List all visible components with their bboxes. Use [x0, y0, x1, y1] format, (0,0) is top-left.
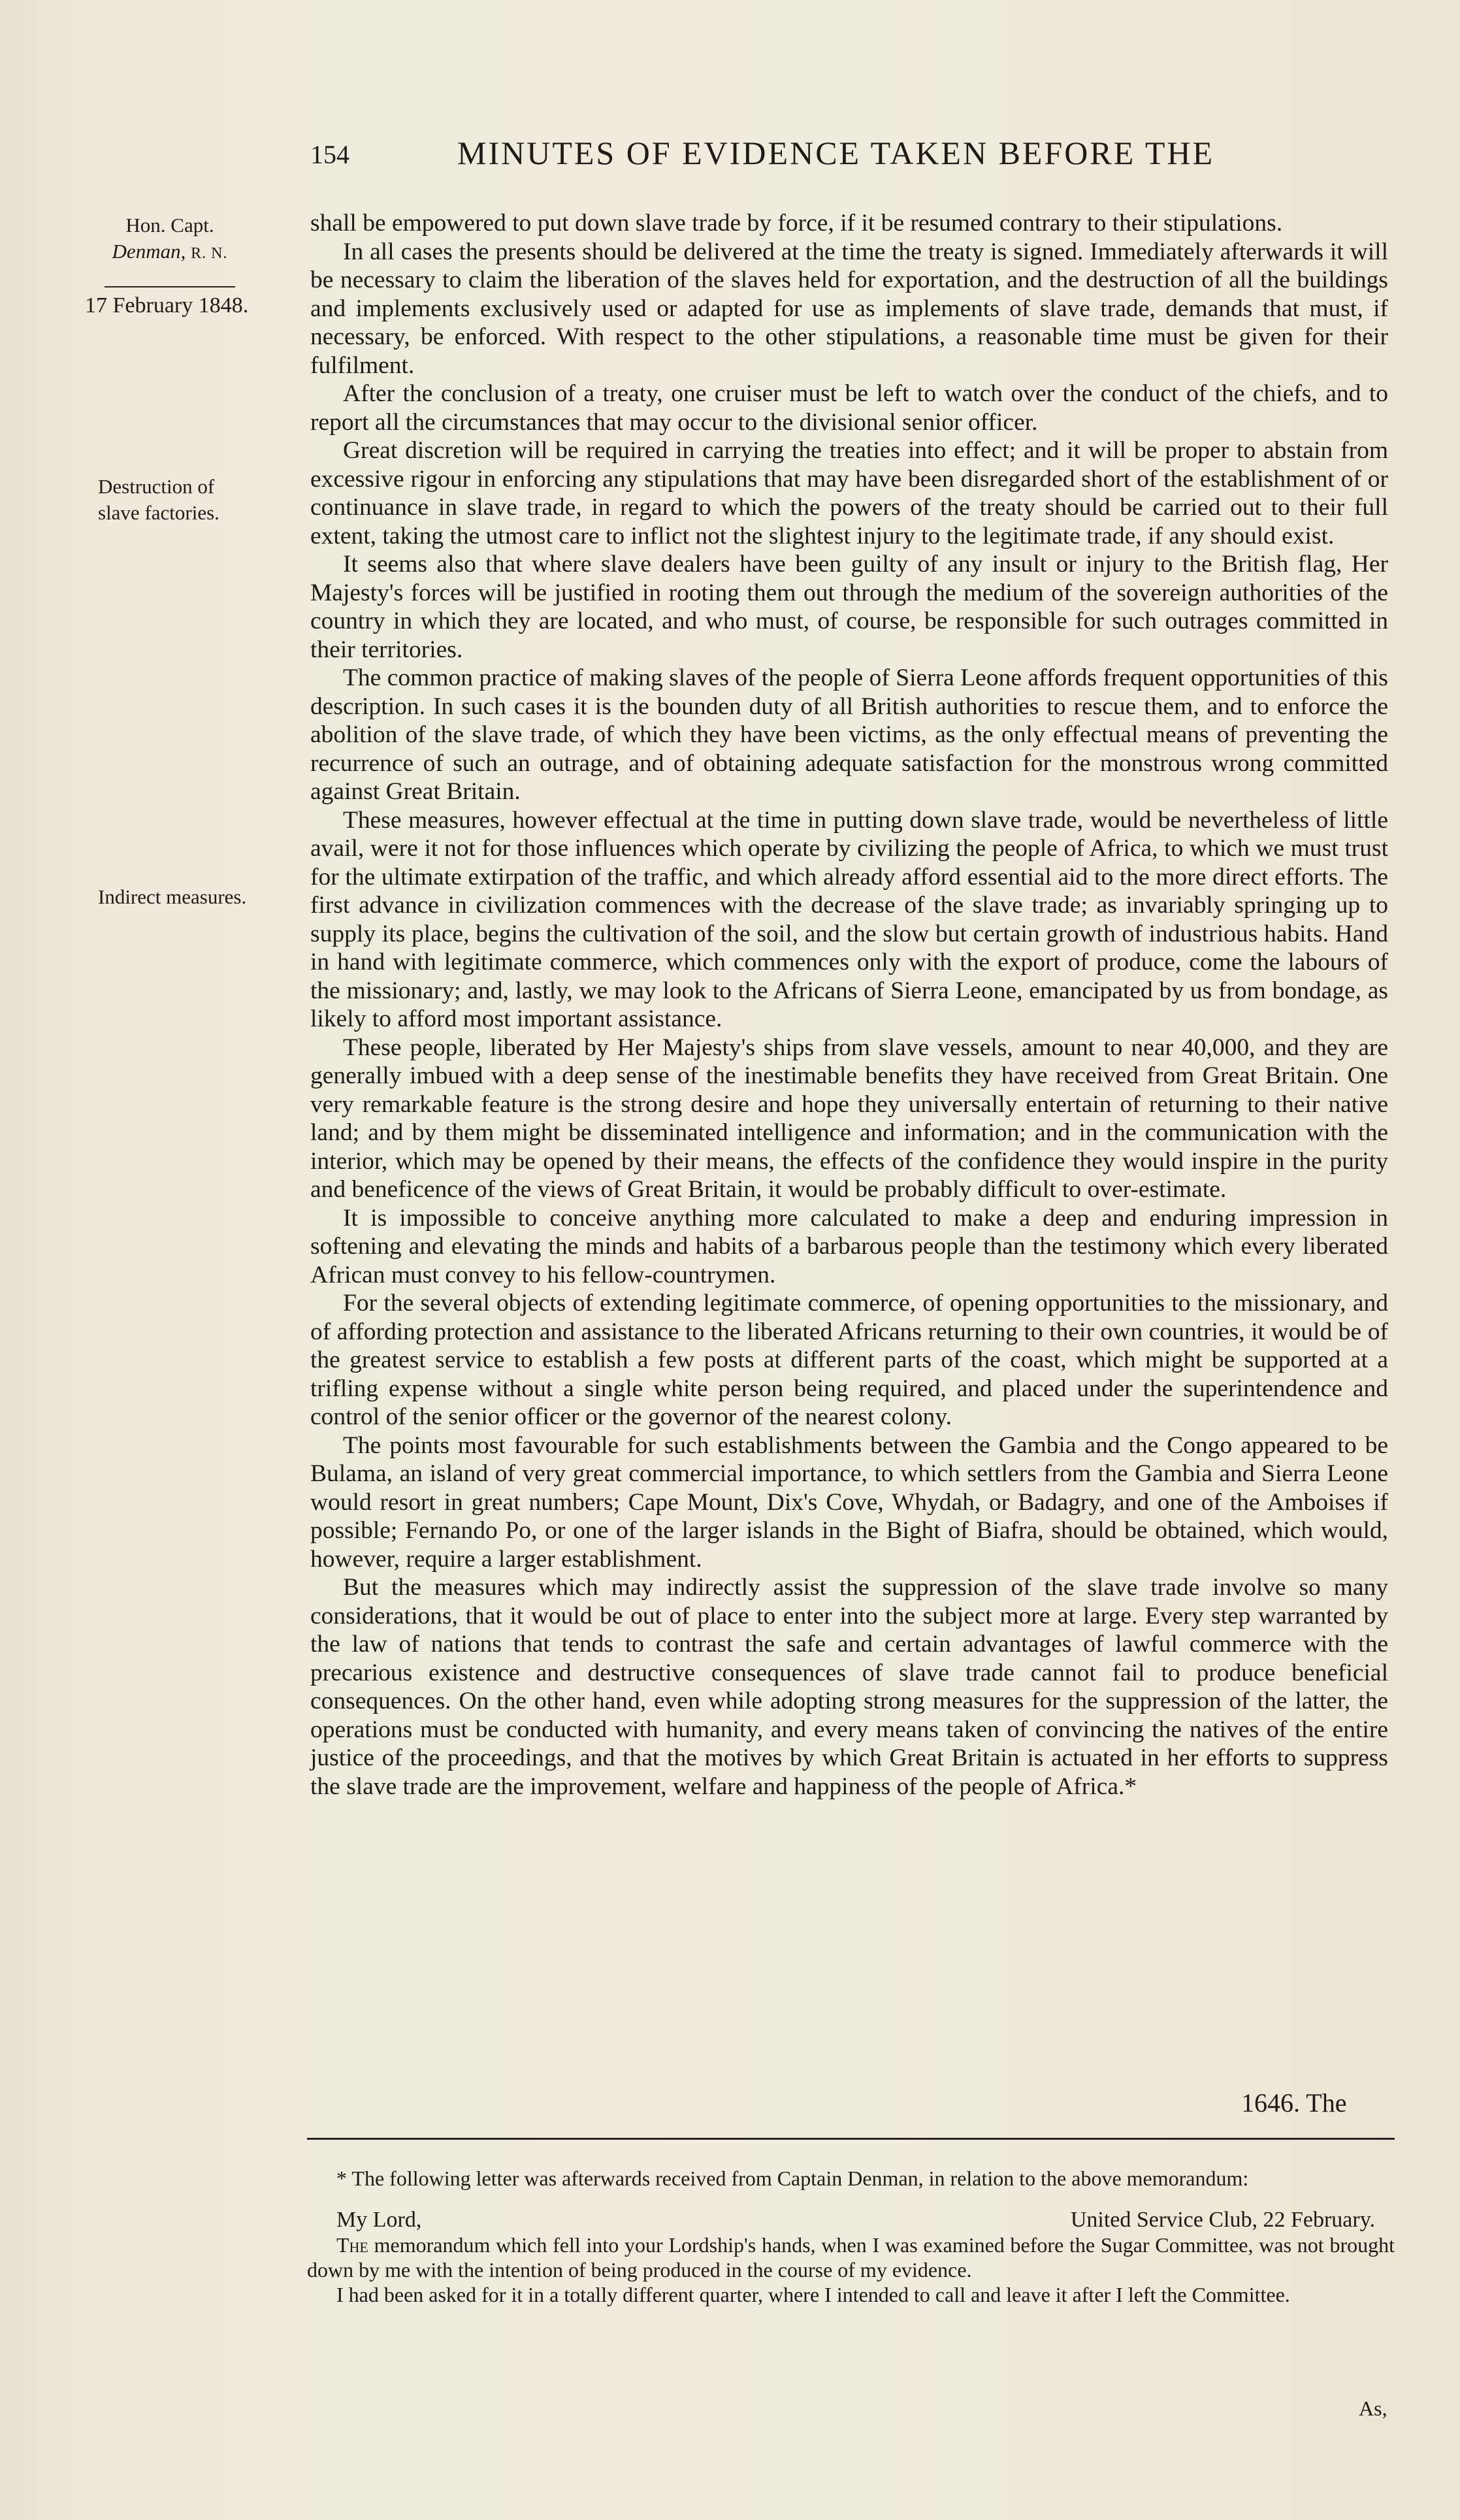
body-paragraph: But the measures which may indirectly assist the suppression of the slave trade involve so many considerations, that it would be out of place to enter into the subject more at large. Every step warranted by the law of nations that tends to contrast the safe and certain advantages of lawful commerce with the precarious existence and destructive consequences of slave trade cannot fail to produce beneficial consequences. On the other hand, even while adopting strong measures for the suppression of the latter, the operations must be conducted with humanity, and every means taken of convincing the natives of the entire justice of the proceedings, and that the motives by which Great Britain is actuated in her efforts to suppress the slave trade are the improvement, welfare and happiness of the people of Africa.* [310, 1574, 1388, 1800]
body-catchword: 1646. The [1241, 2088, 1347, 2118]
body-paragraph: The common practice of making slaves of the people of Sierra Leone affords frequent opportunities of this description. In such cases it is the bounden duty of all British authorities to rescue them, and to enforce the abolition of the slave trade, of which they have been victims, as the only effectual means of preventing the recurrence of such an outrage, and of obtaining adequate satisfaction for the monstrous wrong committed against Great Britain. [310, 664, 1388, 805]
letter-salutation: My Lord, [336, 2208, 422, 2232]
running-title: MINUTES OF EVIDENCE TAKEN BEFORE THE [457, 135, 1215, 171]
witness-surname: Denman, [112, 240, 186, 263]
evidence-date: 17 February 1848. [85, 293, 249, 318]
footnote-catchword: As, [1359, 2397, 1387, 2420]
page-header [310, 134, 1231, 173]
body-paragraph: These measures, however effectual at the time in putting down slave trade, would be nevertheless of little avail, were it not for those influences which operate by civilizing the people of Africa, to which we must trust for the ultimate extirpation of the traffic, and which already afford essential aid to the more direct efforts. The first advance in civilization commences with the decrease of the slave trade; as invariably springing up to supply its place, begins the cultivation of the soil, and the slow but certain growth of industrious habits. Hand in hand with legitimate commerce, which commences only with the export of produce, come the labours of the missionary; and, lastly, we may look to the Africans of Sierra Leone, emancipated by us from bondage, as likely to afford most important assistance. [310, 806, 1388, 1032]
witness-rank: R. N. [191, 245, 228, 262]
side-note-destruction-line1: Destruction of [98, 475, 215, 498]
witness-name [85, 212, 255, 267]
page-number: 154 [310, 140, 349, 169]
letter-paragraph [307, 2233, 1395, 2282]
body-paragraph: For the several objects of extending legitimate commerce, of opening opportunities to the missionary, and of affording protection and assistance to the liberated Africans returning to their own countries, it would be of the greatest service to establish a few posts at different parts of the coast, which might be supported at a trifling expense without a single white person being required, and placed under the superintendence and control of the senior officer or the governor of the nearest colony. [310, 1290, 1388, 1430]
letter-paragraph-text: memorandum which fell into your Lordship's hands, when I was examined before the Sugar Committee, was not brought down by me with the intention of being produced in the course of my evidence. [307, 2233, 1395, 2282]
body-paragraph: The points most favourable for such establishments between the Gambia and the Congo appeared to be Bulama, an island of very great commercial importance, to which settlers from the Gambia and Sierra Leone would resort in great numbers; Cape Mount, Dix's Cove, Whydah, or Badagry, and one of the Amboises if possible; Fernando Po, or one of the larger islands in the Bight of Biafra, should be obtained, which would, however, require a larger establishment. [310, 1432, 1388, 1573]
letter-place-date: United Service Club, 22 February. [1070, 2208, 1375, 2232]
footnote [307, 2166, 1395, 2307]
side-note-destruction-line2: slave factories. [98, 501, 219, 524]
footnote-intro: * The following letter was afterwards received from Captain Denman, in relation to the above memorandum: [336, 2167, 1249, 2190]
body-paragraph: shall be empowered to put down slave trade by force, if it be resumed contrary to their stipulations. [310, 210, 1283, 237]
letter-paragraph: I had been asked for it in a totally different quarter, where I intended to call and leave it after I left the Committee. [336, 2283, 1290, 2306]
body-paragraph: After the conclusion of a treaty, one cruiser must be left to watch over the conduct of the chiefs, and to report all the circumstances that may occur to the divisional senior officer. [310, 380, 1388, 436]
body-paragraph: These people, liberated by Her Majesty's ships from slave vessels, amount to near 40,000, and they are generally imbued with a deep sense of the inestimable benefits they have received from Great Britain. One very remarkable feature is the strong desire and hope they universally entertain of returning to their native land; and by them might be disseminated intelligence and information; and in the communication with the interior, which may be opened by their means, the effects of the confidence they would inspire in the purity and beneficence of the views of Great Britain, it would be probably difficult to over-estimate. [310, 1034, 1388, 1203]
letter-heading [307, 2204, 1395, 2233]
footnote-rule [307, 2138, 1395, 2140]
witness-divider [105, 286, 235, 287]
witness-title: Hon. Capt. [125, 214, 214, 237]
side-note-destruction [98, 474, 219, 526]
body-paragraph: Great discretion will be required in carrying the treaties into effect; and it will be proper to abstain from excessive rigour in enforcing any stipulations that may have been disregarded short of the establishment of or continuance in slave trade, in regard to which the powers of the treaty should be carried out to their full extent, taking the utmost care to inflict not the slightest injury to the legitimate trade, if any should exist. [310, 437, 1388, 549]
left-margin [85, 212, 294, 908]
body-paragraph: In all cases the presents should be delivered at the time the treaty is signed. Immediately afterwards it will be necessary to claim the liberation of the slaves held for exportation, and the destruction of all the buildings and implements exclusively used or adapted for use as implements of slave trade, demands that must, if necessary, be enforced. With respect to the other stipulations, a reasonable time must be given for their fulfilment. [310, 238, 1388, 379]
body-paragraph: It is impossible to conceive anything more calculated to make a deep and enduring impression in softening and elevating the minds and habits of a barbarous people than the testimony which every liberated African must convey to his fellow-countrymen. [310, 1204, 1388, 1288]
evidence-body [310, 209, 1388, 1801]
body-paragraph: It seems also that where slave dealers have been guilty of any insult or injury to the British flag, Her Majesty's forces will be justified in rooting them out through the medium of the sovereign authorities of the country in which they are located, and who must, of course, be responsible for such outrages committed in their territories. [310, 551, 1388, 663]
side-note-indirect: Indirect measures. [98, 885, 247, 908]
letter-lead-word: The [336, 2233, 368, 2257]
